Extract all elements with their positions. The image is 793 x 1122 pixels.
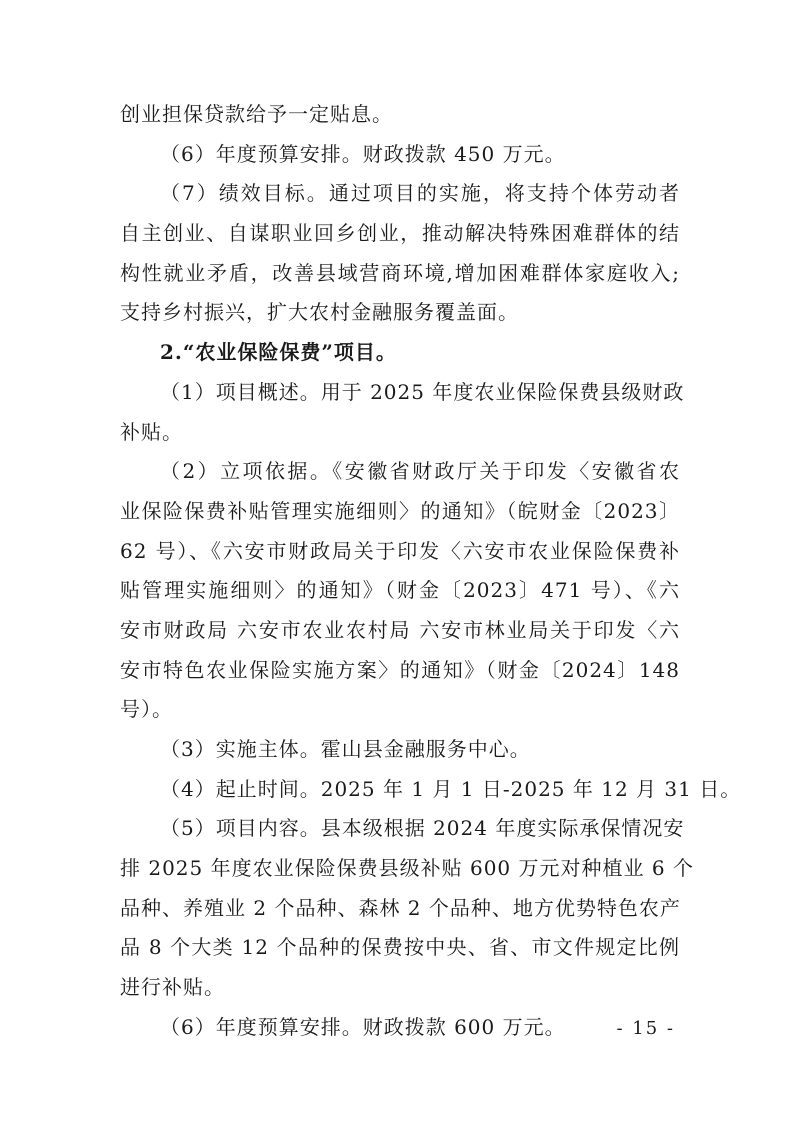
text-line: 品 8 个大类 12 个品种的保费按中央、省、市文件规定比例 [120,935,680,960]
text-line: 号）。 [120,697,173,722]
text-line: 品种、养殖业 2 个品种、森林 2 个品种、地方优势特色农产 [120,895,681,920]
text-line: （2）立项依据。《安徽省财政厅关于印发〈安徽省农 [160,459,680,484]
text-line: （6）年度预算安排。财政拨款 450 万元。 [160,141,566,166]
text-line: （7）绩效目标。通过项目的实施，将支持个体劳动者 [160,181,680,206]
text-line: （4）起止时间。2025 年 1 月 1 日-2025 年 12 月 31 日。 [160,776,742,801]
text-line: 安市财政局 六安市农业农村局 六安市林业局关于印发〈六 [120,617,680,642]
text-line: 支持乡村振兴，扩大农村金融服务覆盖面。 [120,300,519,325]
text-line: 构性就业矛盾，改善县域营商环境,增加困难群体家庭收入; [120,260,680,285]
section-heading: 2.“农业保险保费”项目。 [160,340,397,365]
text-line: 排 2025 年度农业保险保费县级补贴 600 万元对种植业 6 个 [120,856,694,881]
text-line: 自主创业、自谋职业回乡创业，推动解决特殊困难群体的结 [120,221,680,246]
text-line: 创业担保贷款给予一定贴息。 [120,102,393,126]
text-line: 贴管理实施细则〉的通知》（财金〔2023〕471 号）、《六 [120,578,680,603]
text-line: 62 号）、《六安市财政局关于印发〈六安市农业保险保费补 [120,538,680,563]
text-line: 业保险保费补贴管理实施细则〉的通知》（皖财金〔2023〕 [120,498,680,523]
text-line: 进行补贴。 [120,975,225,1000]
document-body [120,95,742,1048]
text-line: （5）项目内容。县本级根据 2024 年度实际承保情况安 [160,816,685,841]
text-line: （6）年度预算安排。财政拨款 600 万元。 [160,1014,566,1039]
text-line: （3）实施主体。霍山县金融服务中心。 [160,737,531,761]
text-line: 安市特色农业保险实施方案〉的通知》（财金〔2024〕148 [120,657,680,682]
text-line: （1）项目概述。用于 2025 年度农业保险保费县级财政 [160,379,685,404]
page-number: - 15 - [616,1018,675,1039]
text-line: 补贴。 [120,419,183,444]
